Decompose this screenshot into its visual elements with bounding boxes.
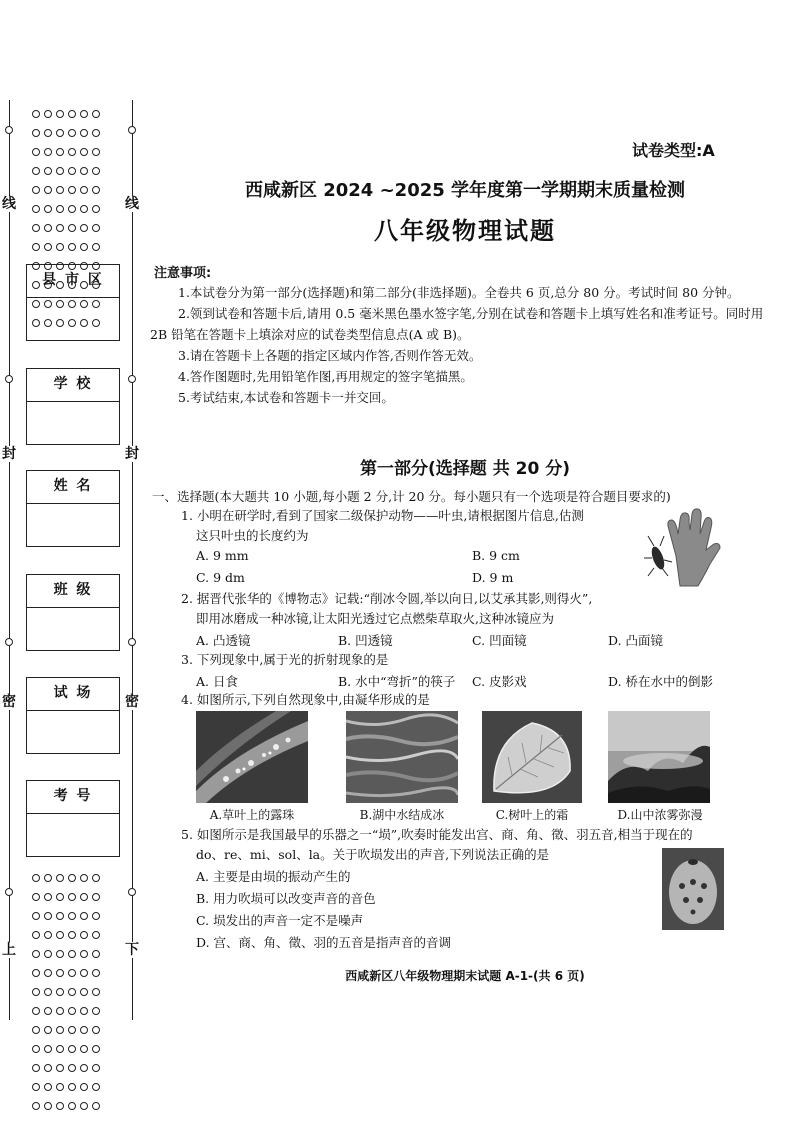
binding-down-char: 下 [125,942,139,958]
option[interactable]: D. 9 m [472,570,514,585]
paper-type: 试卷类型:A [632,141,715,160]
image-caption: A.草叶上的露珠 [209,808,295,822]
notice-item: 3.请在答题卡上各题的指定区域内作答,否则作答无效。 [178,348,482,363]
option[interactable]: A. 日食 [196,674,238,689]
question-stem: 5. 如图所示是我国最早的乐器之一“埙”,吹奏时能发出宫、商、角、徵、羽五音,相当于现在的 [181,827,693,842]
binding-strip [0,0,140,1123]
option[interactable]: A. 主要是由埙的振动产生的 [196,869,351,884]
dot-pattern-bottom [30,868,116,1018]
notice-list [150,282,778,408]
binding-secret-char: 密 [2,694,16,710]
question-stem: 3. 下列现象中,属于光的折射现象的是 [181,652,389,667]
mountain-fog-image [608,711,710,803]
option[interactable]: A. 凸透镜 [196,633,251,648]
binding-circle [128,126,136,134]
image-caption: C.树叶上的霜 [495,808,569,822]
option[interactable]: B. 9 cm [472,548,520,563]
binding-circle [128,375,136,383]
notice-item: 2.领到试卷和答题卡后,请用 0.5 毫米黑色墨水签字笔,分别在试卷和答题卡上填写姓名和准考证号。同时用 2B 铅笔在答题卡上填涂对应的试卷类型信息点(A 或 B)。 [150,306,764,342]
question-stem: 2. 据晋代张华的《博物志》记载:“削冰令圆,举以向日,以艾承其影,则得火”, [181,591,593,606]
binding-circle [128,888,136,896]
binding-line-char: 线 [125,196,139,212]
field-label: 考 号 [27,781,119,814]
binding-circle [5,638,13,646]
field-exam-number[interactable] [26,780,120,857]
question-stem: 4. 如图所示,下列自然现象中,由凝华形成的是 [181,692,430,707]
binding-secret-char: 密 [125,694,139,710]
section-heading: 一、选择题(本大题共 10 小题,每小题 2 分,计 20 分。每小题只有一个选项是符合题目要求的) [152,489,671,504]
dot-pattern-top [30,104,116,244]
part-title: 第一部分(选择题 共 20 分) [360,459,570,479]
binding-circle [128,638,136,646]
option[interactable]: D. 桥在水中的倒影 [608,674,714,689]
option[interactable]: C. 9 dm [196,570,245,585]
field-blank[interactable] [27,504,119,546]
binding-seal-char: 封 [2,446,16,462]
field-class[interactable] [26,574,120,651]
field-blank[interactable] [27,608,119,650]
question-stem: 这只叶虫的长度约为 [196,528,309,543]
field-school[interactable] [26,368,120,445]
subject-title: 八年级物理试题 [374,217,556,245]
field-blank[interactable] [27,711,119,753]
image-caption: D.山中浓雾弥漫 [617,808,703,822]
binding-line-left [9,100,10,1020]
binding-circle [5,888,13,896]
question-stem: 1. 小明在研学时,看到了国家二级保护动物——叶虫,请根据图片信息,估测 [181,508,584,523]
notice-item: 4.答作图题时,先用铅笔作图,再用规定的签字笔描黑。 [178,369,473,384]
option[interactable]: D. 凸面镜 [608,633,664,648]
frozen-lake-image [346,711,458,803]
field-county[interactable] [26,264,120,341]
option[interactable]: B. 用力吹埙可以改变声音的音色 [196,891,376,906]
option[interactable]: C. 埙发出的声音一定不是噪声 [196,913,364,928]
field-blank[interactable] [27,814,119,856]
binding-circle [5,126,13,134]
field-label: 班 级 [27,575,119,608]
field-blank[interactable] [27,402,119,444]
field-name[interactable] [26,470,120,547]
option[interactable]: C. 凹面镜 [472,633,527,648]
option[interactable]: C. 皮影戏 [472,674,527,689]
option[interactable]: A. 9 mm [196,548,249,563]
question-stem: 即用冰磨成一种冰镜,让太阳光透过它点燃柴草取火,这种冰镜应为 [196,611,554,626]
field-exam-room[interactable] [26,677,120,754]
question-stem: do、re、mi、sol、la。关于吹埙发出的声音,下列说法正确的是 [196,847,550,862]
page-footer: 西咸新区八年级物理期末试题 A-1-(共 6 页) [345,969,585,983]
option[interactable]: D. 宫、商、角、徵、羽的五音是指声音的音调 [196,935,452,950]
binding-line-char: 线 [2,196,16,212]
field-label: 试 场 [27,678,119,711]
binding-seal-char: 封 [125,446,139,462]
field-label: 县 市 区 [27,265,119,298]
binding-line-right [132,100,133,1020]
binding-circle [5,375,13,383]
field-label: 姓 名 [27,471,119,504]
field-blank[interactable] [27,298,119,340]
image-caption: B.湖中水结成冰 [359,808,445,822]
exam-title: 西咸新区 2024 ~2025 学年度第一学期期末质量检测 [244,180,686,201]
frost-leaf-image [482,711,582,803]
notice-heading: 注意事项: [154,266,212,281]
notice-item: 1.本试卷分为第一部分(选择题)和第二部分(非选择题)。全卷共 6 页,总分 80 分。考试时间 80 分钟。 [178,285,740,300]
notice-item: 5.考试结束,本试卷和答题卡一并交回。 [178,390,394,405]
binding-up-char: 上 [2,942,16,958]
dew-grass-image [196,711,308,803]
option[interactable]: B. 凹透镜 [338,633,393,648]
hand-insect-image [640,506,730,588]
field-label: 学 校 [27,369,119,402]
xun-instrument-image [662,848,724,930]
option[interactable]: B. 水中“弯折”的筷子 [338,674,456,689]
